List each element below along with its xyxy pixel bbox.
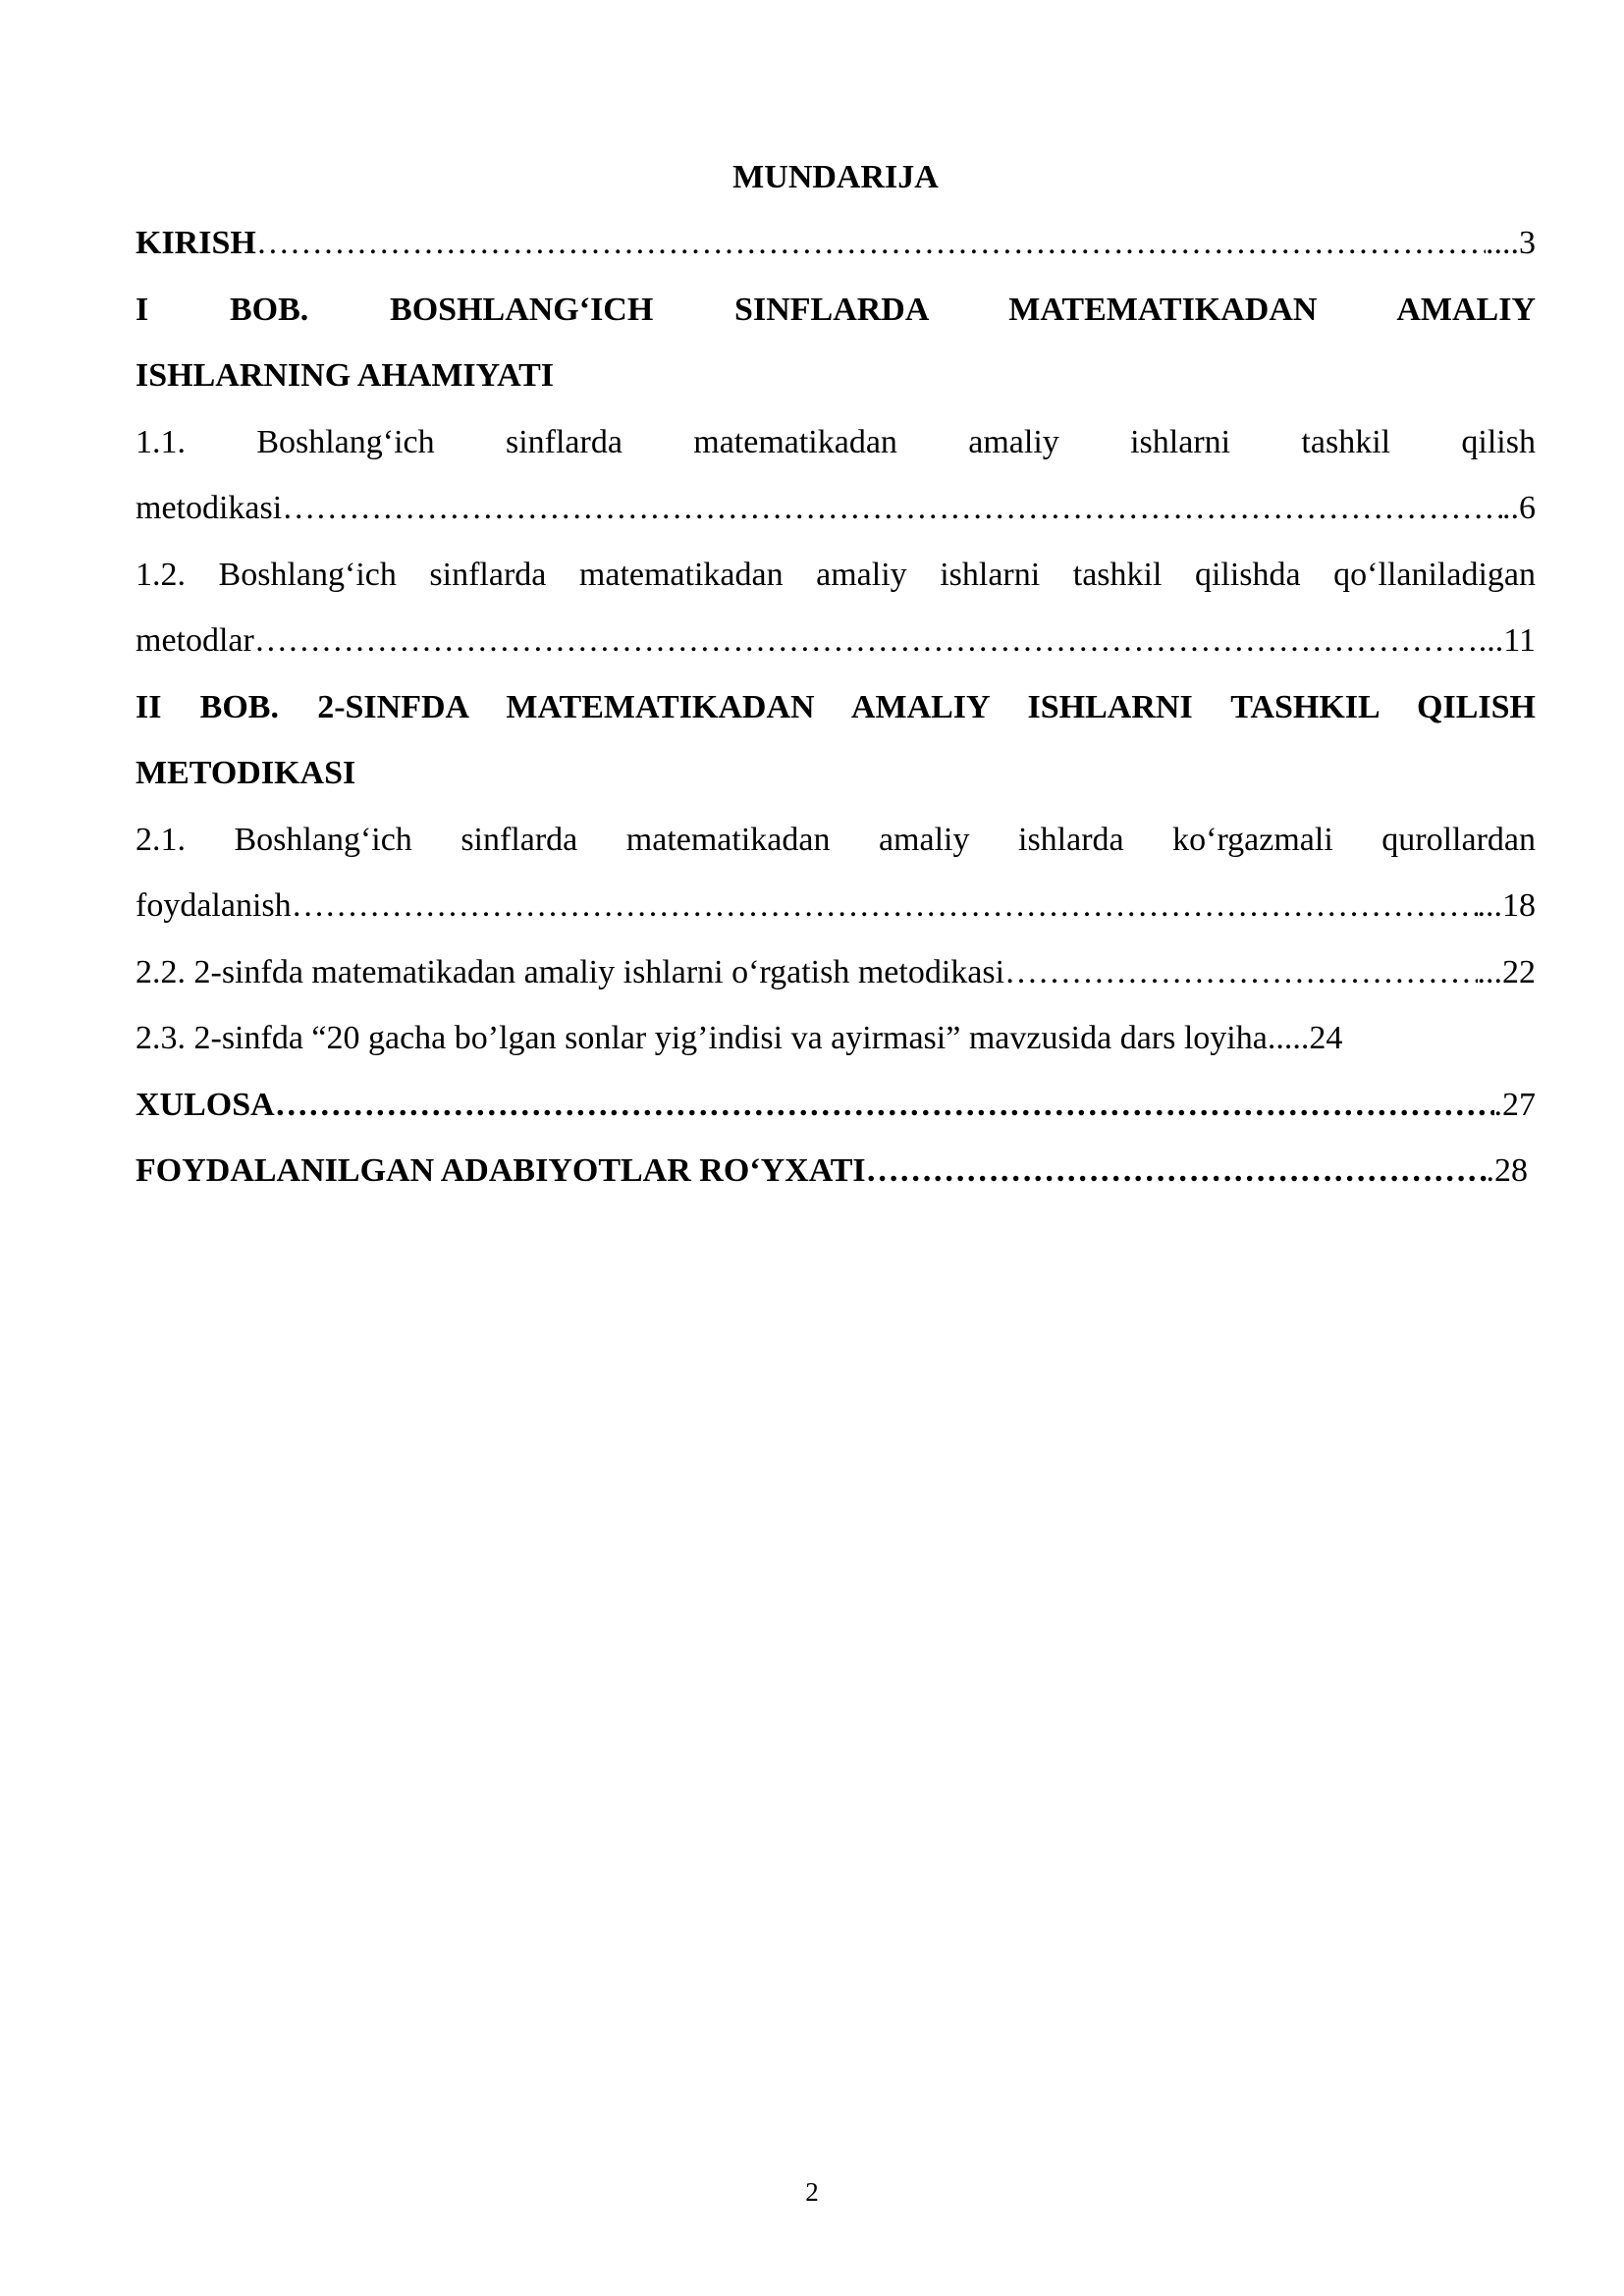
toc-section-1-1-line2 <box>135 475 1536 542</box>
toc-page-number: ...11 <box>1478 622 1536 659</box>
toc-section-2-3 <box>135 1005 1536 1072</box>
toc-entry-label: 2.3. 2-sinfda “20 gacha bo’lgan sonlar yig’indisi va ayirmasi” mavzusida dars loyiha <box>135 1020 1268 1056</box>
toc-page-number: ..6 <box>1502 490 1536 526</box>
toc-entry-label: FOYDALANILGAN ADABIYOTLAR RO‘YXATI <box>135 1152 866 1189</box>
toc-page-number: .27 <box>1493 1086 1536 1123</box>
toc-entry-label: 2.2. 2-sinfda matematikadan amaliy ishlarni o‘rgatish metodikasi <box>135 953 1005 990</box>
toc-chapter-1-line1: I BOB. BOSHLANG‘ICH SINFLARDA MATEMATIKADAN AMALIY <box>135 291 1536 328</box>
dot-leader <box>254 608 1479 674</box>
toc-page-number: ....3 <box>1486 225 1536 261</box>
toc-entry-label: KIRISH <box>135 225 256 261</box>
toc-page-number: ...22 <box>1477 953 1536 990</box>
toc-page-number: ...18 <box>1477 887 1536 924</box>
dot-leader <box>866 1138 1487 1204</box>
toc-entry-kirish <box>135 210 1536 277</box>
toc-entry-label: foydalanish <box>135 887 292 924</box>
toc-chapter-2-line1: II BOB. 2-SINFDA MATEMATIKADAN AMALIY ISHLARNI TASHKIL QILISH <box>135 688 1536 725</box>
toc-entry-label: metodlar <box>135 622 254 659</box>
toc-entry-label: XULOSA <box>135 1086 275 1123</box>
dot-leader <box>256 210 1486 277</box>
table-of-contents <box>135 149 1536 1204</box>
toc-section-2-1-line1: 2.1. Boshlang‘ich sinflarda matematikadan amaliy ishlarda ko‘rgazmali qurollardan <box>135 821 1536 858</box>
dot-leader <box>1004 939 1477 1006</box>
toc-entry-xulosa <box>135 1072 1536 1139</box>
dot-leader <box>275 1072 1494 1139</box>
dot-leader <box>282 475 1502 542</box>
toc-section-2-2 <box>135 939 1536 1006</box>
toc-chapter-1-line2: ISHLARNING AHAMIYATI <box>135 357 555 394</box>
toc-section-1-2-line2 <box>135 608 1536 674</box>
toc-title: MUNDARIJA <box>732 159 939 195</box>
toc-section-1-1-line1: 1.1. Boshlang‘ich sinflarda matematikadan amaliy ishlarni tashkil qilish <box>135 423 1536 460</box>
toc-section-2-1-line2 <box>135 873 1536 939</box>
toc-page-number: .28 <box>1486 1152 1528 1189</box>
toc-section-1-2-line1: 1.2. Boshlang‘ich sinflarda matematikadan amaliy ishlarni tashkil qilishda qo‘llaniladigan <box>135 556 1536 593</box>
dot-leader <box>292 873 1478 939</box>
toc-page-number: .....24 <box>1267 1020 1343 1056</box>
toc-chapter-2-line2: METODIKASI <box>135 755 356 791</box>
toc-entry-bibliography <box>135 1138 1528 1204</box>
page-number: 2 <box>805 2177 819 2207</box>
toc-entry-label: metodikasi <box>135 490 283 526</box>
